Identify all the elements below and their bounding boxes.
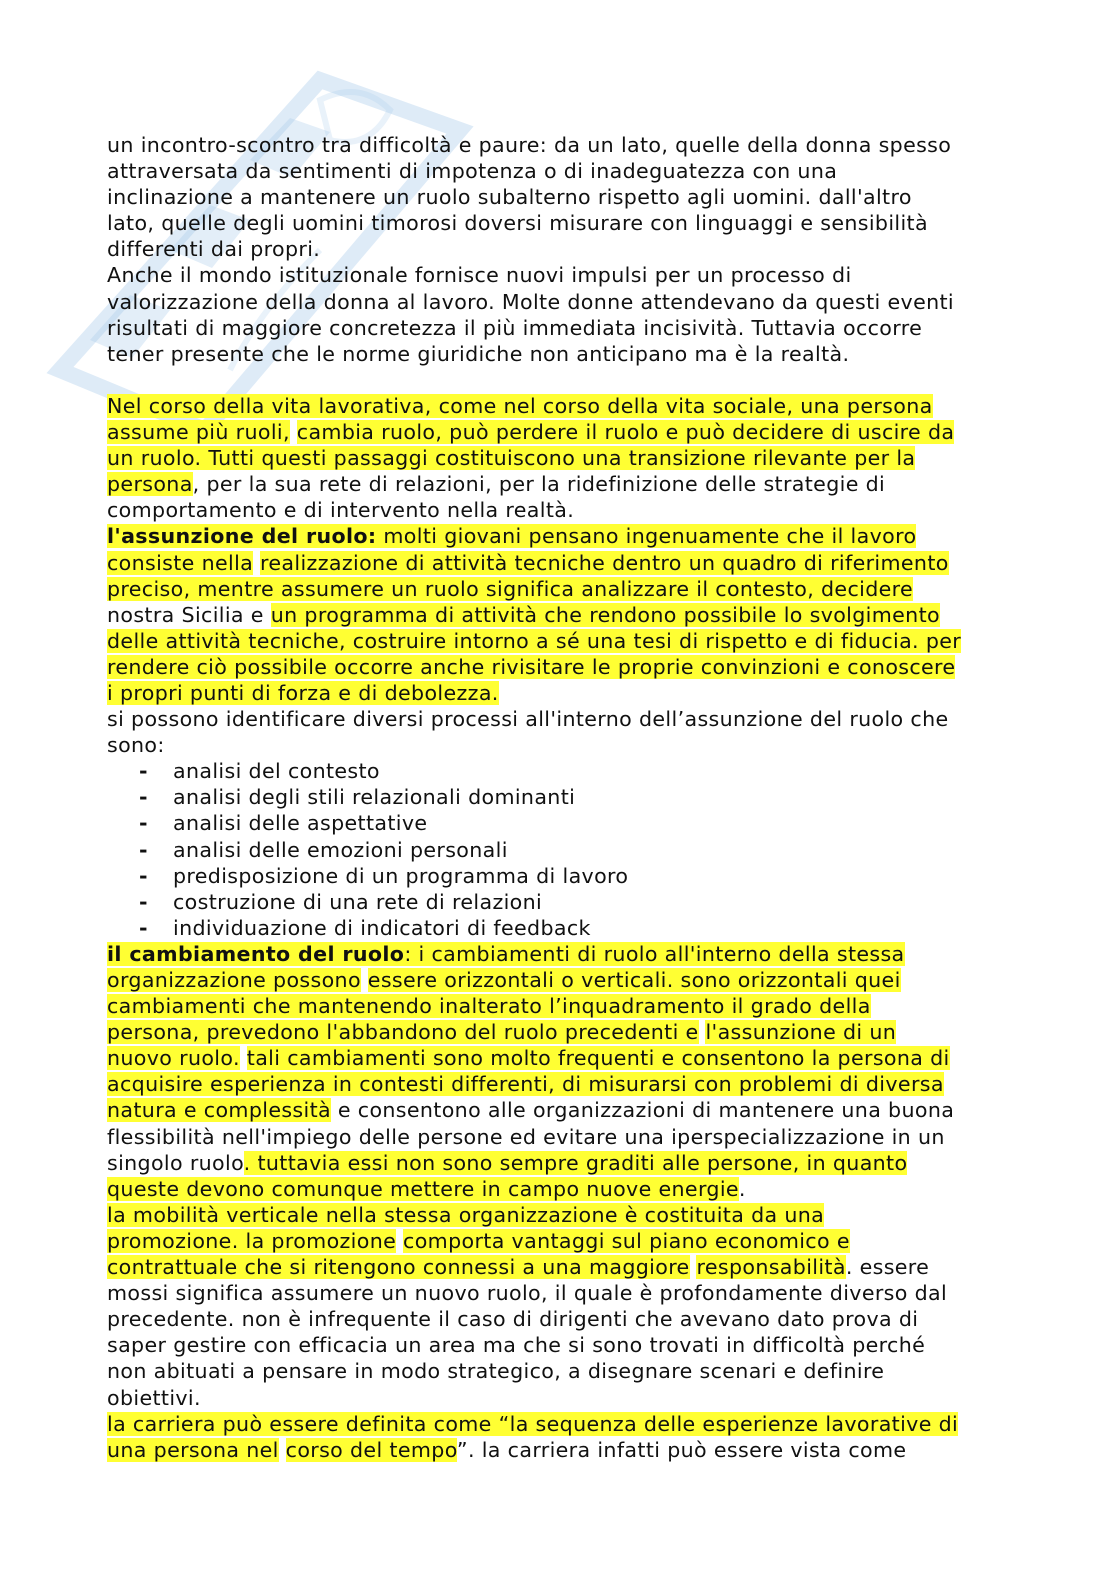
role-assumption-process-list	[107, 758, 1017, 941]
highlighted-text: queste devono comunque mettere in campo nuove energie	[107, 1176, 739, 1201]
text-segment: obiettivi.	[107, 1385, 201, 1410]
highlighted-text: natura e complessità	[107, 1098, 331, 1123]
text-line	[107, 654, 1017, 680]
dash-bullet-icon: -	[139, 837, 148, 862]
dash-bullet-icon: -	[139, 915, 148, 940]
text-segment: mossi significa assumere un nuovo ruolo, il quale è profondamente diverso dal	[107, 1281, 948, 1306]
text-segment: .	[738, 1176, 746, 1201]
text-line	[107, 262, 1017, 288]
text-line	[107, 210, 1017, 236]
highlighted-text: essere orizzontali o verticali. sono orizzontali quei	[367, 968, 901, 992]
highlighted-text: delle attività tecniche, costruire intorno a sé una tesi di rispetto e di fiducia. per	[107, 628, 962, 653]
dash-bullet-icon: -	[139, 863, 148, 888]
text-line	[107, 158, 1017, 184]
text-line	[107, 1176, 1017, 1202]
highlighted-text: corso del tempo	[285, 1437, 457, 1462]
text-line	[107, 1437, 1017, 1463]
text-segment: risultati di maggiore concretezza il più immediata incisività. Tuttavia occorre	[107, 315, 923, 340]
text-segment	[361, 968, 368, 992]
text-line	[107, 706, 1017, 732]
text-line	[107, 680, 1017, 706]
document-page	[107, 132, 1017, 1463]
text-line	[107, 471, 1017, 497]
text-line	[107, 993, 1017, 1019]
text-segment	[279, 1438, 286, 1462]
text-line	[107, 1071, 1017, 1097]
text-segment: singolo ruolo	[107, 1150, 244, 1175]
text-segment: inclinazione a mantenere un ruolo subalterno rispetto agli uomini. dall'altro	[107, 185, 912, 210]
list-item	[107, 837, 1017, 863]
list-item	[107, 863, 1017, 889]
highlighted-text: acquisire esperienza in contesti differenti, di misurarsi con problemi di diversa	[107, 1072, 944, 1097]
text-segment	[290, 420, 297, 444]
highlighted-text: persona, prevedono l'abbandono del ruolo precedenti e	[107, 1020, 699, 1045]
paragraphs-after-list	[107, 941, 1017, 1463]
highlighted-text: un programma di attività che rendono possibile lo svolgimento	[270, 602, 940, 627]
dash-bullet-icon: -	[139, 785, 148, 810]
highlighted-text: la carriera può essere definita come “la sequenza delle esperienze lavorative di	[107, 1411, 959, 1436]
highlighted-text: responsabilità	[696, 1255, 846, 1280]
list-item	[107, 758, 1017, 784]
text-line	[107, 341, 1017, 367]
highlighted-text: un ruolo. Tutti questi passaggi costituiscono una transizione rilevante per la	[107, 446, 916, 471]
list-item	[107, 810, 1017, 836]
text-line	[107, 1228, 1017, 1254]
text-line	[107, 1045, 1017, 1071]
text-line	[107, 445, 1017, 471]
list-item-text: predisposizione di un programma di lavoro	[173, 863, 629, 888]
text-segment: ”. la carriera infatti può essere vista come	[456, 1437, 907, 1462]
text-line	[107, 1124, 1017, 1150]
list-item-text: analisi del contesto	[173, 759, 380, 784]
highlighted-text: persona	[107, 472, 193, 497]
text-line	[107, 236, 1017, 262]
highlighted-text: Nel corso della vita lavorativa, come nel corso della vita sociale, una persona	[107, 393, 933, 418]
text-line	[107, 1411, 1017, 1437]
text-line	[107, 1202, 1017, 1228]
text-line	[107, 289, 1017, 315]
paragraphs-before-list	[107, 132, 1017, 758]
highlighted-text: realizzazione di attività tecniche dentro un quadro di riferimento	[260, 550, 949, 575]
list-item-text: analisi delle aspettative	[173, 811, 428, 836]
list-item-text: individuazione di indicatori di feedback	[173, 915, 591, 940]
text-segment: tener presente che le norme giuridiche non anticipano ma è la realtà.	[107, 341, 850, 366]
text-segment: . essere	[845, 1255, 930, 1280]
highlighted-text: l'assunzione di un	[705, 1020, 897, 1045]
highlighted-text: comporta vantaggi sul piano economico e	[403, 1228, 850, 1253]
text-segment	[253, 551, 260, 575]
dash-bullet-icon: -	[139, 759, 148, 784]
text-line	[107, 1097, 1017, 1123]
highlighted-text: : i cambiamenti di ruolo all'interno della stessa	[404, 941, 905, 966]
highlighted-text: una persona nel	[107, 1437, 279, 1462]
list-item-text: analisi delle emozioni personali	[173, 837, 508, 862]
text-segment: non abituati a pensare in modo strategico, a disegnare scenari e definire	[107, 1359, 885, 1384]
text-line	[107, 1150, 1017, 1176]
text-line	[107, 419, 1017, 445]
text-line	[107, 315, 1017, 341]
text-line	[107, 184, 1017, 210]
highlighted-text: rendere ciò possibile occorre anche rivisitare le proprie convinzioni e conoscere	[107, 654, 956, 679]
text-line	[107, 967, 1017, 993]
list-item	[107, 915, 1017, 941]
highlighted-text: assume più ruoli,	[107, 420, 290, 445]
highlighted-text: nuovo ruolo.	[107, 1046, 240, 1071]
text-line	[107, 1332, 1017, 1358]
list-item	[107, 784, 1017, 810]
list-item-text: analisi degli stili relazionali dominanti	[173, 785, 576, 810]
text-line	[107, 1306, 1017, 1332]
text-segment: flessibilità nell'impiego delle persone ed evitare una iperspecializzazione in un	[107, 1124, 945, 1149]
text-line	[107, 393, 1017, 419]
text-segment: attraversata da sentimenti di impotenza o di inadeguatezza con una	[107, 159, 838, 184]
text-segment: Anche il mondo istituzionale fornisce nuovi impulsi per un processo di	[107, 263, 852, 288]
text-segment: sono:	[107, 733, 165, 758]
highlighted-text: . tuttavia essi non sono sempre graditi alle persone, in quanto	[243, 1150, 908, 1175]
text-line	[107, 576, 1017, 602]
text-segment: saper gestire con efficacia un area ma che si sono trovati in difficoltà perché	[107, 1333, 926, 1358]
highlighted-text: contrattuale che si ritengono connessi a una maggiore	[107, 1255, 690, 1280]
highlighted-text: tali cambiamenti sono molto frequenti e consentono la persona di	[246, 1046, 950, 1071]
highlighted-text: cambia ruolo, può perdere il ruolo e può decidere di uscire da	[296, 420, 955, 445]
highlighted-text: cambiamenti che mantenendo inalterato l’inquadramento il grado della	[107, 994, 871, 1019]
text-segment: precedente. non è infrequente il caso di dirigenti che avevano dato prova di	[107, 1307, 919, 1332]
text-line	[107, 732, 1017, 758]
highlighted-text: organizzazione possono	[107, 968, 361, 992]
list-item	[107, 889, 1017, 915]
highlighted-text: l'assunzione del ruolo:	[107, 524, 377, 549]
text-line	[107, 1019, 1017, 1045]
text-segment	[240, 1046, 247, 1070]
text-line	[107, 132, 1017, 158]
blank-line	[107, 367, 1017, 393]
text-segment: valorizzazione della donna al lavoro. Molte donne attendevano da questi eventi	[107, 289, 954, 314]
highlighted-text: molti giovani pensano ingenuamente che il lavoro	[376, 524, 917, 549]
text-line	[107, 1358, 1017, 1384]
text-segment: si possono identificare diversi processi all'interno dell’assunzione del ruolo che	[107, 707, 949, 732]
text-segment: differenti dai propri.	[107, 237, 321, 262]
dash-bullet-icon: -	[139, 889, 148, 914]
text-segment: lato, quelle degli uomini timorosi doversi misurare con linguaggi e sensibilità	[107, 211, 928, 236]
text-segment: e consentono alle organizzazioni di mantenere una buona	[330, 1098, 955, 1123]
text-line	[107, 1280, 1017, 1306]
highlighted-text: la mobilità verticale nella stessa organizzazione è costituita da una	[107, 1202, 825, 1227]
text-segment: comportamento e di intervento nella realtà.	[107, 498, 575, 523]
text-segment: nostra Sicilia e	[107, 602, 271, 627]
highlighted-text: preciso, mentre assumere un ruolo significa analizzare il contesto, decidere	[107, 576, 914, 601]
text-segment: un incontro-scontro tra difficoltà e paure: da un lato, quelle della donna spesso	[107, 133, 952, 157]
text-line	[107, 1385, 1017, 1411]
list-item-text: costruzione di una rete di relazioni	[173, 889, 543, 914]
text-line	[107, 523, 1017, 549]
text-line	[107, 1254, 1017, 1280]
text-line	[107, 602, 1017, 628]
highlighted-text: consiste nella	[107, 550, 254, 575]
dash-bullet-icon: -	[139, 811, 148, 836]
text-segment: , per la sua rete di relazioni, per la ridefinizione delle strategie di	[192, 472, 886, 497]
highlighted-text: promozione. la promozione	[107, 1228, 397, 1253]
text-line	[107, 941, 1017, 967]
text-line	[107, 550, 1017, 576]
text-line	[107, 628, 1017, 654]
highlighted-text: i propri punti di forza e di debolezza.	[107, 680, 499, 705]
text-segment	[396, 1229, 403, 1253]
highlighted-text: il cambiamento del ruolo	[107, 941, 405, 966]
text-line	[107, 497, 1017, 523]
